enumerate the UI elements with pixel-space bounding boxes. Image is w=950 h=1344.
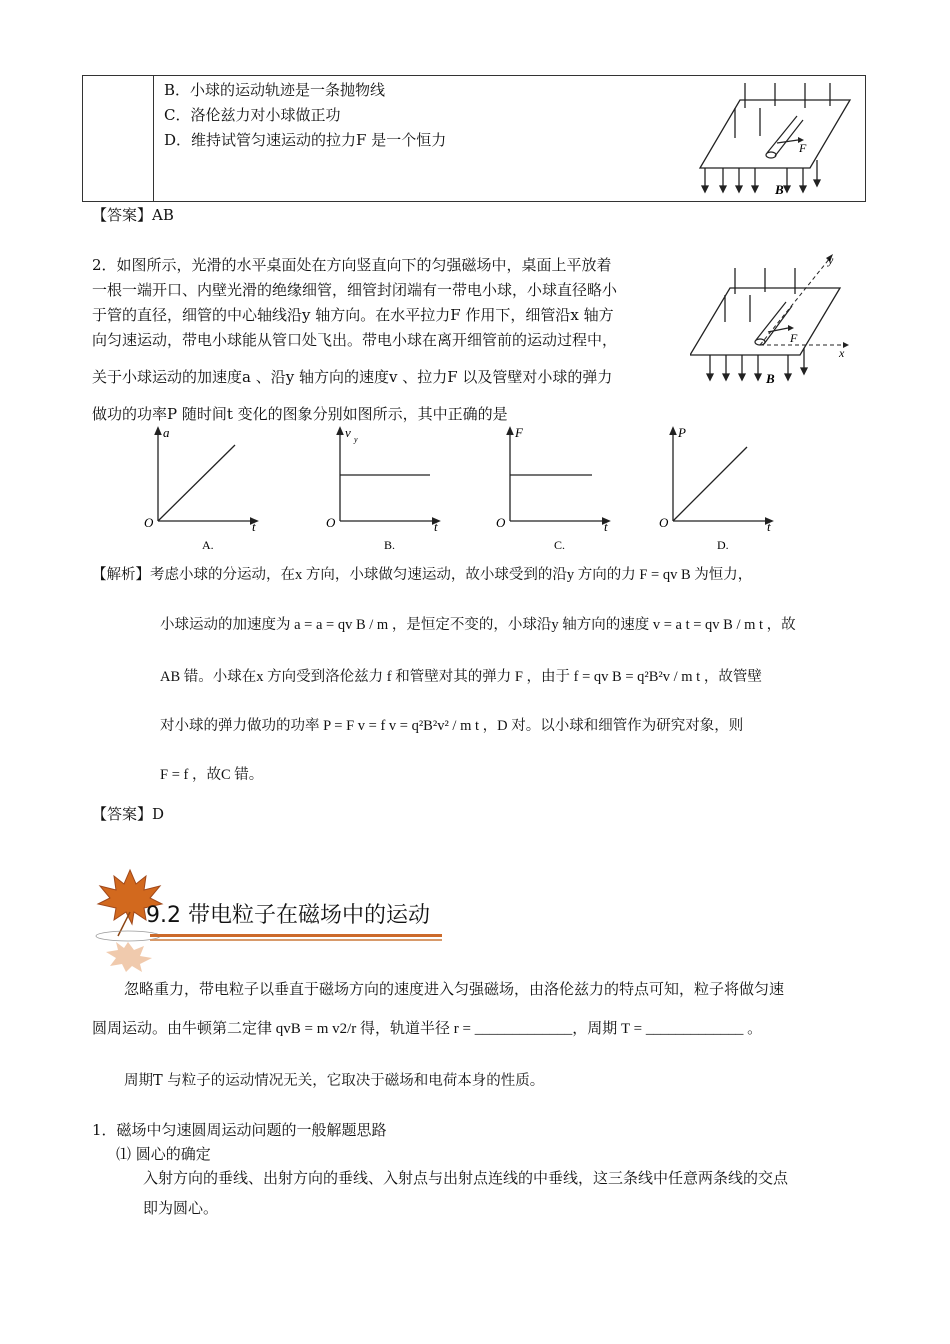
graph-d [659, 425, 771, 552]
q2-line-4: 向匀速运动，带电小球能从管口处飞出。带电小球在离开细管前的运动过程中， [92, 331, 618, 349]
q1-magnetic-field-figure [695, 78, 860, 198]
q2-line-2: 一根一端开口、内壁光滑的绝缘细管，细管封闭端有一带电小球，小球直径略小 [92, 281, 618, 299]
graph-c [496, 425, 608, 552]
graph-a-line [158, 445, 235, 521]
graph-c-ylabel: F [515, 425, 523, 440]
q2-tube-figure [690, 250, 855, 390]
graph-b-caption: B. [384, 538, 396, 552]
graph-c-origin: O [496, 515, 506, 530]
q2-graphs [140, 425, 780, 555]
q2-line-3: 于管的直径，细管的中心轴线沿y 轴方向。在水平拉力F 作用下，细管沿x 轴方 [92, 306, 614, 324]
graph-d-origin: O [659, 515, 669, 530]
graph-d-ylabel: P [678, 425, 686, 440]
section-title: 9.2 带电粒子在磁场中的运动 [146, 903, 430, 928]
graph-a-caption: A. [202, 538, 214, 552]
graph-b-ylabel: v [345, 425, 351, 440]
section-intro-1: 忽略重力，带电粒子以垂直于磁场方向的速度进入匀强磁场，由洛伦兹力的特点可知，粒子将做匀速 [124, 980, 785, 998]
graph-b-xlabel: t [434, 519, 438, 534]
q2-fig-b-label: B [766, 371, 775, 386]
section-sub-1-text-2: 即为圆心。 [143, 1199, 219, 1217]
q1-option-d: D．维持试管匀速运动的拉力F 是一个恒力 [164, 131, 447, 149]
heading-underline [150, 934, 442, 937]
graph-a-ylabel: a [163, 425, 170, 440]
section-sub-1: ⑴ 圆心的确定 [116, 1145, 211, 1163]
section-item-1: 1．磁场中匀速圆周运动问题的一般解题思路 [92, 1121, 387, 1139]
q1-option-c: C．洛伦兹力对小球做正功 [164, 106, 341, 124]
graph-c-caption: C. [554, 538, 566, 552]
section-note: 周期T 与粒子的运动情况无关，它取决于磁场和电荷本身的性质。 [124, 1073, 545, 1089]
graph-b-origin: O [326, 515, 336, 530]
analysis-line-2: 小球运动的加速度为 a = a = qv B / m ，是恒定不变的，小球沿y 轴方向的速度 v = a t = qv B / m t ，故 [160, 617, 796, 633]
graph-d-xlabel: t [767, 519, 771, 534]
graph-d-caption: D. [717, 538, 729, 552]
graph-d-line [673, 447, 747, 521]
q1-answer: 【答案】AB [92, 206, 174, 224]
q2-fig-y-label: y [828, 253, 834, 267]
heading-underline-thin [150, 939, 442, 941]
section-intro-2: 圆周运动。由牛顿第二定律 qvB = m v2/r 得，轨道半径 r = _____________，周期 T = _____________ 。 [92, 1021, 763, 1037]
q1-fig-b-label: B [775, 182, 784, 197]
section-sub-1-text-1: 入射方向的垂线、出射方向的垂线、入射点与出射点连线的中垂线，这三条线中任意两条线的交点 [143, 1169, 789, 1187]
analysis-line-5: F = f ，故C 错。 [160, 767, 264, 783]
graph-a-xlabel: t [252, 519, 256, 534]
q1-option-b: B．小球的运动轨迹是一条抛物线 [164, 81, 386, 99]
graph-c-xlabel: t [604, 519, 608, 534]
analysis-line-3: AB 错。小球在x 方向受到洛伦兹力 f 和管壁对其的弹力 F ，由于 f = qv B = q²B²v / m t ，故管壁 [160, 669, 762, 685]
graph-a-origin: O [144, 515, 154, 530]
svg-text:y: y [354, 435, 358, 444]
q1-fig-f-label: F [799, 141, 807, 155]
q2-fig-f-label: F [790, 331, 798, 345]
table-divider [153, 76, 154, 201]
analysis-line-4: 对小球的弹力做功的功率 P = F v = f v = q²B²v² / m t ，D 对。以小球和细管作为研究对象，则 [160, 718, 744, 734]
q2-line-6: 做功的功率P 随时间t 变化的图象分别如图所示，其中正确的是 [92, 405, 508, 423]
q2-answer: 【答案】D [92, 805, 165, 823]
q2-line-5: 关于小球运动的加速度a 、沿y 轴方向的速度v 、拉力F 以及管壁对小球的弹力 [92, 368, 613, 386]
analysis-line-1: 【解析】考虑小球的分运动，在x 方向，小球做匀速运动，故小球受到的沿y 方向的力 F = qv B 为恒力， [92, 567, 753, 583]
graph-b [326, 425, 438, 552]
q2-fig-x-label: x [839, 346, 845, 360]
graph-a [144, 425, 256, 552]
q2-line-1: 2．如图所示，光滑的水平桌面处在方向竖直向下的匀强磁场中，桌面上平放着 [92, 256, 612, 274]
